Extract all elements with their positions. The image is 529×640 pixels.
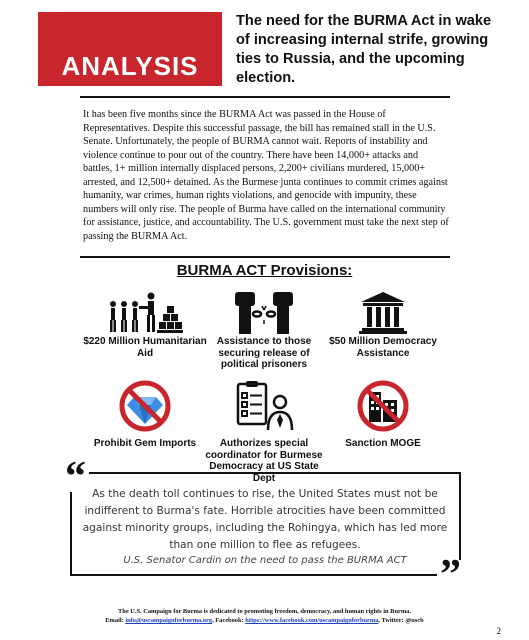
provision-sanction-moge <box>318 378 448 450</box>
intro-paragraph: It has been five months since the BURMA Act was passed in the House of Representatives. Despite this successful passage, the bill has remained stall in the U.S. Senate. Unfortunately, the people of BURMA cannot wait. Reports of instability and violence continue to pour out of the country. There have been 14,000+ attacks and battles, 1+ million internally displaced persons, 2,200+ civilians murdered, 15,000+ arrested, and 12,500+ detained. As the Burmese junta continues to commit crimes against humanity, war crimes, human rights violations, and genocide with impunity, these numbers will only rise. The people of Burma have called on the international community for assistance, justice, and accountability. The U.S. government must take the next step of passing the BURMA Act. <box>83 109 449 242</box>
provision-label: Sanction MOGE <box>345 438 421 449</box>
analysis-banner <box>38 12 222 86</box>
provision-special-coordinator <box>199 378 329 484</box>
footer-mission: The U.S. Campaign for Burma is dedicated to promoting freedom, democracy, and human rights in Burma. <box>118 608 411 615</box>
top-divider <box>80 96 450 98</box>
middle-divider <box>80 256 450 258</box>
government-building-icon <box>359 292 407 334</box>
open-quote-mark: “ <box>62 462 89 492</box>
footer-contact <box>0 616 529 625</box>
provision-political-prisoners <box>199 290 329 371</box>
no-gem-icon <box>119 380 171 432</box>
close-quote-mark: ” <box>437 560 464 590</box>
quote-attribution: U.S. Senator Cardin on the need to pass the BURMA ACT <box>123 555 407 566</box>
email-link[interactable]: info@uscampaignforburma.org <box>125 617 213 624</box>
provisions-title: BURMA ACT Provisions: <box>176 262 353 279</box>
facebook-link[interactable]: https://www.facebook.com/uscampaignforburma <box>245 617 379 624</box>
analysis-label: ANALYSIS <box>61 51 199 81</box>
quote-text: As the death toll continues to rise, the United States must not be indifferent to Burma's fate. Horrible atrocities have been committed against minority groups, including the Rohingya, which has led more than one million to flee as refugees. <box>82 488 448 551</box>
provision-label: Prohibit Gem Imports <box>93 438 197 449</box>
footer <box>0 607 529 625</box>
humanitarian-aid-icon <box>107 292 183 334</box>
provision-label: Assistance to those securing release of political prisoners <box>216 336 312 370</box>
footer-email-label: Email: <box>105 617 126 624</box>
provision-label: $220 Million Humanitarian Aid <box>83 336 207 359</box>
headline: The need for the BURMA Act in wake of increasing internal strife, growing ties to Russia, and the upcoming election. <box>236 13 492 86</box>
provision-label: Authorizes special coordinator for Burmese Democracy at US State Dept <box>205 438 323 484</box>
page-number: 2 <box>496 626 501 636</box>
provision-humanitarian-aid <box>80 290 210 359</box>
checklist-coordinator-icon <box>234 380 294 432</box>
provision-label: $50 Million Democracy Assistance <box>329 336 437 359</box>
footer-facebook-label: , Facebook: <box>212 617 246 624</box>
twitter-handle: @uscb <box>405 617 424 624</box>
provision-gem-imports <box>80 378 210 450</box>
footer-twitter-label: , Twitter: <box>378 617 406 624</box>
provision-democracy-assistance <box>318 290 448 359</box>
no-building-icon <box>357 380 409 432</box>
broken-chains-fists-icon <box>229 290 299 334</box>
